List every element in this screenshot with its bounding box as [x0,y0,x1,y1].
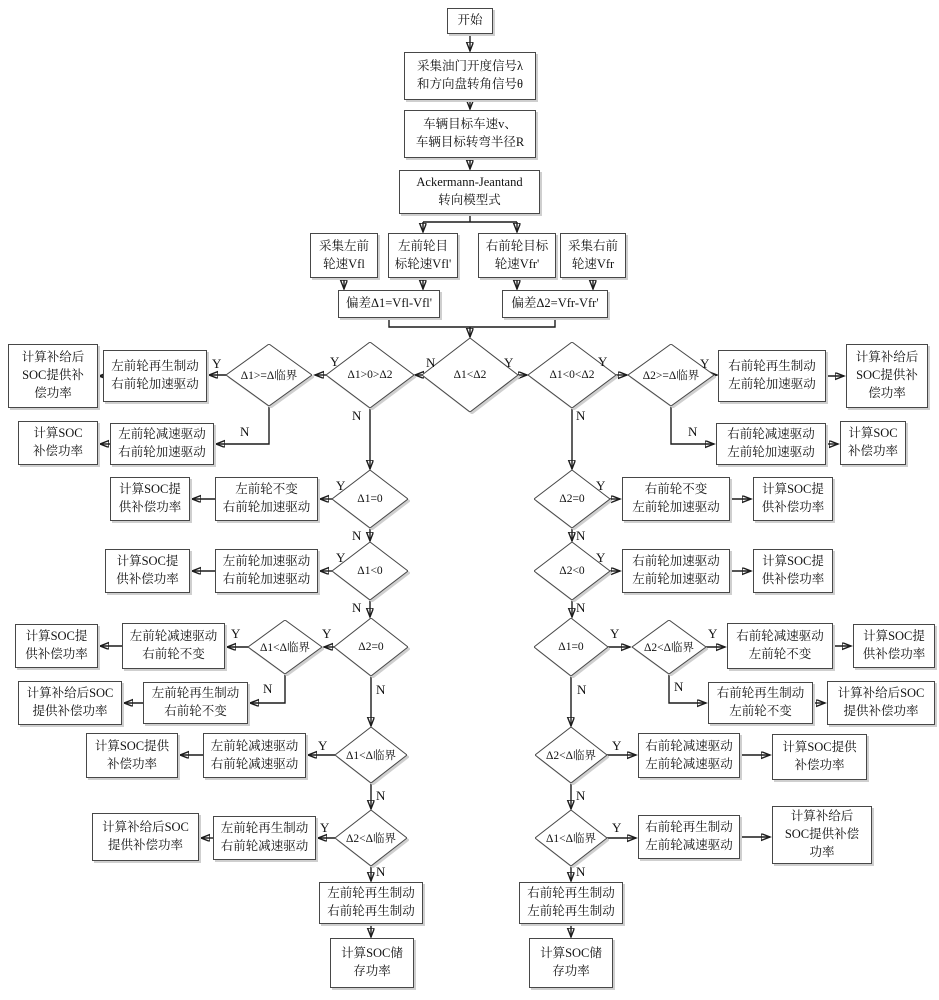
decision-right-d2-lt-critical-a [632,620,706,674]
result-soc-comp-2R: 计算SOC 补偿功率 [840,421,906,465]
label-yes: Y [598,354,608,369]
decision-d1-lt-d2 [422,338,518,412]
decision-d2-ge-critical [628,344,714,406]
label-no: N [576,408,586,423]
label-yes: Y [231,626,241,641]
action-fr-regen-fl-decel: 右前轮再生制动 左前轮减速驱动 [638,815,740,859]
label-yes: Y [596,478,606,493]
decision-left-d1-lt-critical-b [335,727,407,783]
label-no: N [352,528,362,543]
decision-label: Δ1<Δ临界 [345,750,397,762]
decision-label: Δ2=0 [358,641,384,653]
label-no: N [674,679,684,694]
action-fr-accel-fl-accel: 右前轮加速驱动 左前轮加速驱动 [622,549,730,593]
action-fl-decel-fr-keep: 左前轮减速驱动 右前轮不变 [122,623,225,669]
result-soc-after-supply-8L: 计算补给后SOC 提供补偿功率 [92,813,199,861]
result-soc-supply-5L: 计算SOC提 供补偿功率 [15,624,98,668]
label-no: N [576,864,586,879]
label-no: N [576,600,586,615]
decision-label: Δ2<Δ临界 [545,750,597,762]
decision-label: Δ1<0 [357,565,383,577]
decision-d1-ge-critical [226,344,312,406]
label-yes: Y [320,820,330,835]
action-fl-decel-fr-decel: 左前轮减速驱动 右前轮减速驱动 [203,733,306,778]
label-yes: Y [612,820,622,835]
label-yes: Y [322,626,332,641]
label-yes: Y [212,356,222,371]
result-soc-supply-4L: 计算SOC提 供补偿功率 [105,549,190,593]
label-yes: Y [708,626,718,641]
label-yes: Y [318,738,328,753]
action-fl-decel-fr-accel: 左前轮减速驱动 右前轮加速驱动 [110,423,214,465]
result-soc-storage-L: 计算SOC储 存功率 [330,938,414,988]
decision-label: Δ2<Δ临界 [345,833,397,845]
label-yes: Y [612,738,622,753]
action-fl-accel-fr-accel: 左前轮加速驱动 右前轮加速驱动 [215,549,318,593]
result-soc-supply-7L: 计算SOC提供 补偿功率 [86,733,178,778]
label-yes: Y [610,626,620,641]
decision-label: Δ2<Δ临界 [643,642,695,654]
action-fr-decel-fl-keep: 右前轮减速驱动 左前轮不变 [727,623,833,669]
decision-left-d2-lt-critical-b [335,810,407,866]
label-no: N [576,788,586,803]
result-soc-after-supply-1R: 计算补给后 SOC提供补 偿功率 [846,344,928,408]
box-target-speed-radius: 车辆目标车速v、 车辆目标转弯半径R [404,110,536,158]
result-soc-supply-7R: 计算SOC提供 补偿功率 [772,734,867,780]
action-fr-decel-fl-decel: 右前轮减速驱动 左前轮减速驱动 [638,733,740,778]
box-ackermann-model: Ackermann-Jeantand 转向模型式 [399,170,540,214]
result-soc-comp-2L: 计算SOC 补偿功率 [18,421,98,465]
action-fl-regen-fr-decel: 左前轮再生制动 右前轮减速驱动 [213,816,316,860]
action-fl-regen-fr-regen: 左前轮再生制动 右前轮再生制动 [319,882,423,924]
decision-d1-gt0-gt-d2 [326,342,414,408]
result-soc-supply-3R: 计算SOC提 供补偿功率 [753,477,833,521]
action-fr-decel-fl-accel: 右前轮减速驱动 左前轮加速驱动 [716,423,826,465]
result-soc-supply-5R: 计算SOC提 供补偿功率 [853,624,935,668]
decision-label: Δ1>=Δ临界 [240,370,298,382]
decision-label: Δ2=0 [559,493,585,505]
label-no: N [376,682,386,697]
decision-label: Δ1<Δ临界 [259,642,311,654]
action-fl-keep-fr-accel: 左前轮不变 右前轮加速驱动 [215,477,318,521]
label-yes: Y [330,354,340,369]
label-no: N [688,424,698,439]
box-deviation-2: 偏差Δ2=Vfr-Vfr' [502,290,608,318]
label-no: N [376,864,386,879]
box-collect-fr-speed: 采集右前 轮速Vfr [560,233,626,278]
decision-label: Δ1<0<Δ2 [549,369,595,381]
label-yes: Y [596,550,606,565]
decision-label: Δ2<0 [559,565,585,577]
action-fl-regen-fr-keep: 左前轮再生制动 右前轮不变 [143,682,248,724]
decision-label: Δ2>=Δ临界 [642,370,700,382]
decision-label: Δ1=0 [357,493,383,505]
label-yes: Y [700,356,710,371]
result-soc-after-supply-6R: 计算补给后SOC 提供补偿功率 [827,681,935,725]
label-no: N [576,528,586,543]
label-no: N [376,788,386,803]
action-fr-regen-fl-accel: 右前轮再生制动 左前轮加速驱动 [718,350,826,402]
label-no: N [352,408,362,423]
result-soc-supply-3L: 计算SOC提 供补偿功率 [110,477,190,521]
decision-right-d2-lt-critical-b [535,727,607,783]
connector [470,318,555,327]
start-node: 开始 [447,8,493,34]
label-no: N [263,681,273,696]
label-no: N [577,682,587,697]
label-yes: Y [504,355,514,370]
result-soc-after-supply-8R: 计算补给后 SOC提供补偿 功率 [772,806,872,864]
label-yes: Y [336,550,346,565]
action-fr-regen-fl-regen: 右前轮再生制动 左前轮再生制动 [519,882,623,924]
result-soc-supply-4R: 计算SOC提 供补偿功率 [753,549,833,593]
decision-label: Δ1<Δ2 [453,369,487,381]
box-target-fl-speed: 左前轮目 标轮速Vfl' [388,233,458,278]
box-deviation-1: 偏差Δ1=Vfl-Vfl' [338,290,440,318]
label-yes: Y [336,478,346,493]
result-soc-after-supply-1L: 计算补给后 SOC提供补 偿功率 [8,344,98,408]
decision-label: Δ1<Δ临界 [545,833,597,845]
decision-right-d1-eq0 [534,618,608,676]
decision-left-d1-lt-critical-a [248,620,322,674]
action-fr-keep-fl-accel: 右前轮不变 左前轮加速驱动 [622,477,730,521]
connector [389,318,470,327]
decision-d1-lt0-lt-d2 [528,342,616,408]
action-fr-regen-fl-keep: 右前轮再生制动 左前轮不变 [708,682,813,724]
box-target-fr-speed: 右前轮目标 轮速Vfr' [478,233,556,278]
box-collect-fl-speed: 采集左前 轮速Vfl [310,233,378,278]
label-no: N [240,424,250,439]
box-collect-signals: 采集油门开度信号λ 和方向盘转角信号θ [404,52,536,100]
result-soc-storage-R: 计算SOC储 存功率 [529,938,613,988]
result-soc-after-supply-6L: 计算补给后SOC 提供补偿功率 [18,681,122,725]
label-no: N [352,600,362,615]
decision-label: Δ1>0>Δ2 [347,369,393,381]
decision-right-d1-lt-critical-b [535,810,607,866]
action-fl-regen-fr-accel: 左前轮再生制动 右前轮加速驱动 [103,350,207,402]
label-no: N [426,355,436,370]
decision-label: Δ1=0 [558,641,584,653]
decision-left-d2-eq0 [334,618,408,676]
